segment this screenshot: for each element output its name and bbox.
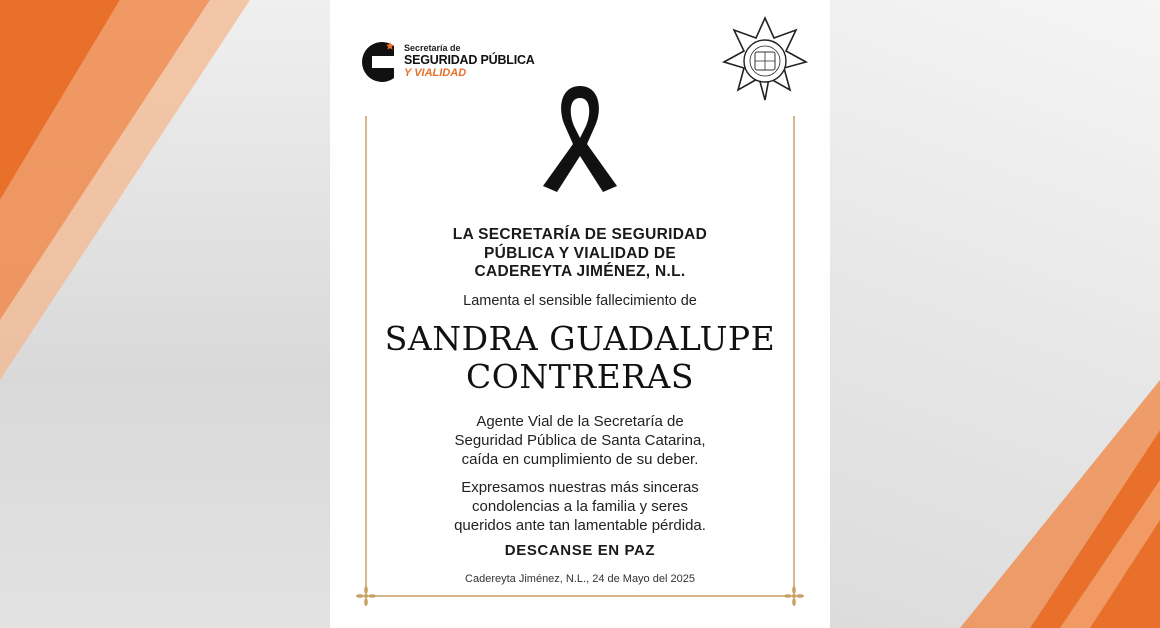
corner-flourish-left-icon xyxy=(356,586,376,606)
rest-in-peace-heading: DESCANSE EN PAZ xyxy=(504,542,656,559)
corner-flourish-right-icon xyxy=(784,586,804,606)
name-line: CONTRERAS xyxy=(466,357,694,396)
lament-text: Lamenta el sensible fallecimiento de xyxy=(463,293,697,309)
orange-stripes-decoration xyxy=(830,0,1160,628)
logo-line-secretaria: Secretaría de xyxy=(404,43,461,53)
condolence-line: condolencias a la familia y seres xyxy=(472,498,688,515)
logo-line-seguridad: SEGURIDAD PÚBLICA xyxy=(404,53,535,67)
organization-heading xyxy=(330,226,830,282)
role-description xyxy=(330,412,830,469)
logo-line-vialidad: Y VIALIDAD xyxy=(404,66,467,79)
condolence-line: queridos ante tan lamentable pérdida. xyxy=(454,517,706,534)
role-line: Agente Vial de la Secretaría de xyxy=(476,413,684,430)
place-and-date: Cadereyta Jiménez, N.L., 24 de Mayo del 2025 xyxy=(465,573,695,585)
condolence-line: Expresamos nuestras más sinceras xyxy=(461,479,699,496)
mourning-ribbon-icon xyxy=(539,82,621,194)
condolence-card xyxy=(330,0,830,628)
background-left-panel xyxy=(0,0,330,628)
org-line: CADEREYTA JIMÉNEZ, N.L. xyxy=(474,263,686,280)
deceased-name xyxy=(330,320,830,396)
orange-stripes-decoration xyxy=(0,0,330,628)
org-line: LA SECRETARÍA DE SEGURIDAD xyxy=(452,226,708,243)
role-line: caída en cumplimiento de su deber. xyxy=(461,451,699,468)
role-line: Seguridad Pública de Santa Catarina, xyxy=(454,432,706,449)
org-line: PÚBLICA Y VIALIDAD DE xyxy=(483,244,677,262)
name-line: SANDRA GUADALUPE xyxy=(384,319,776,358)
condolence-message xyxy=(330,478,830,535)
background-right-panel xyxy=(830,0,1160,628)
